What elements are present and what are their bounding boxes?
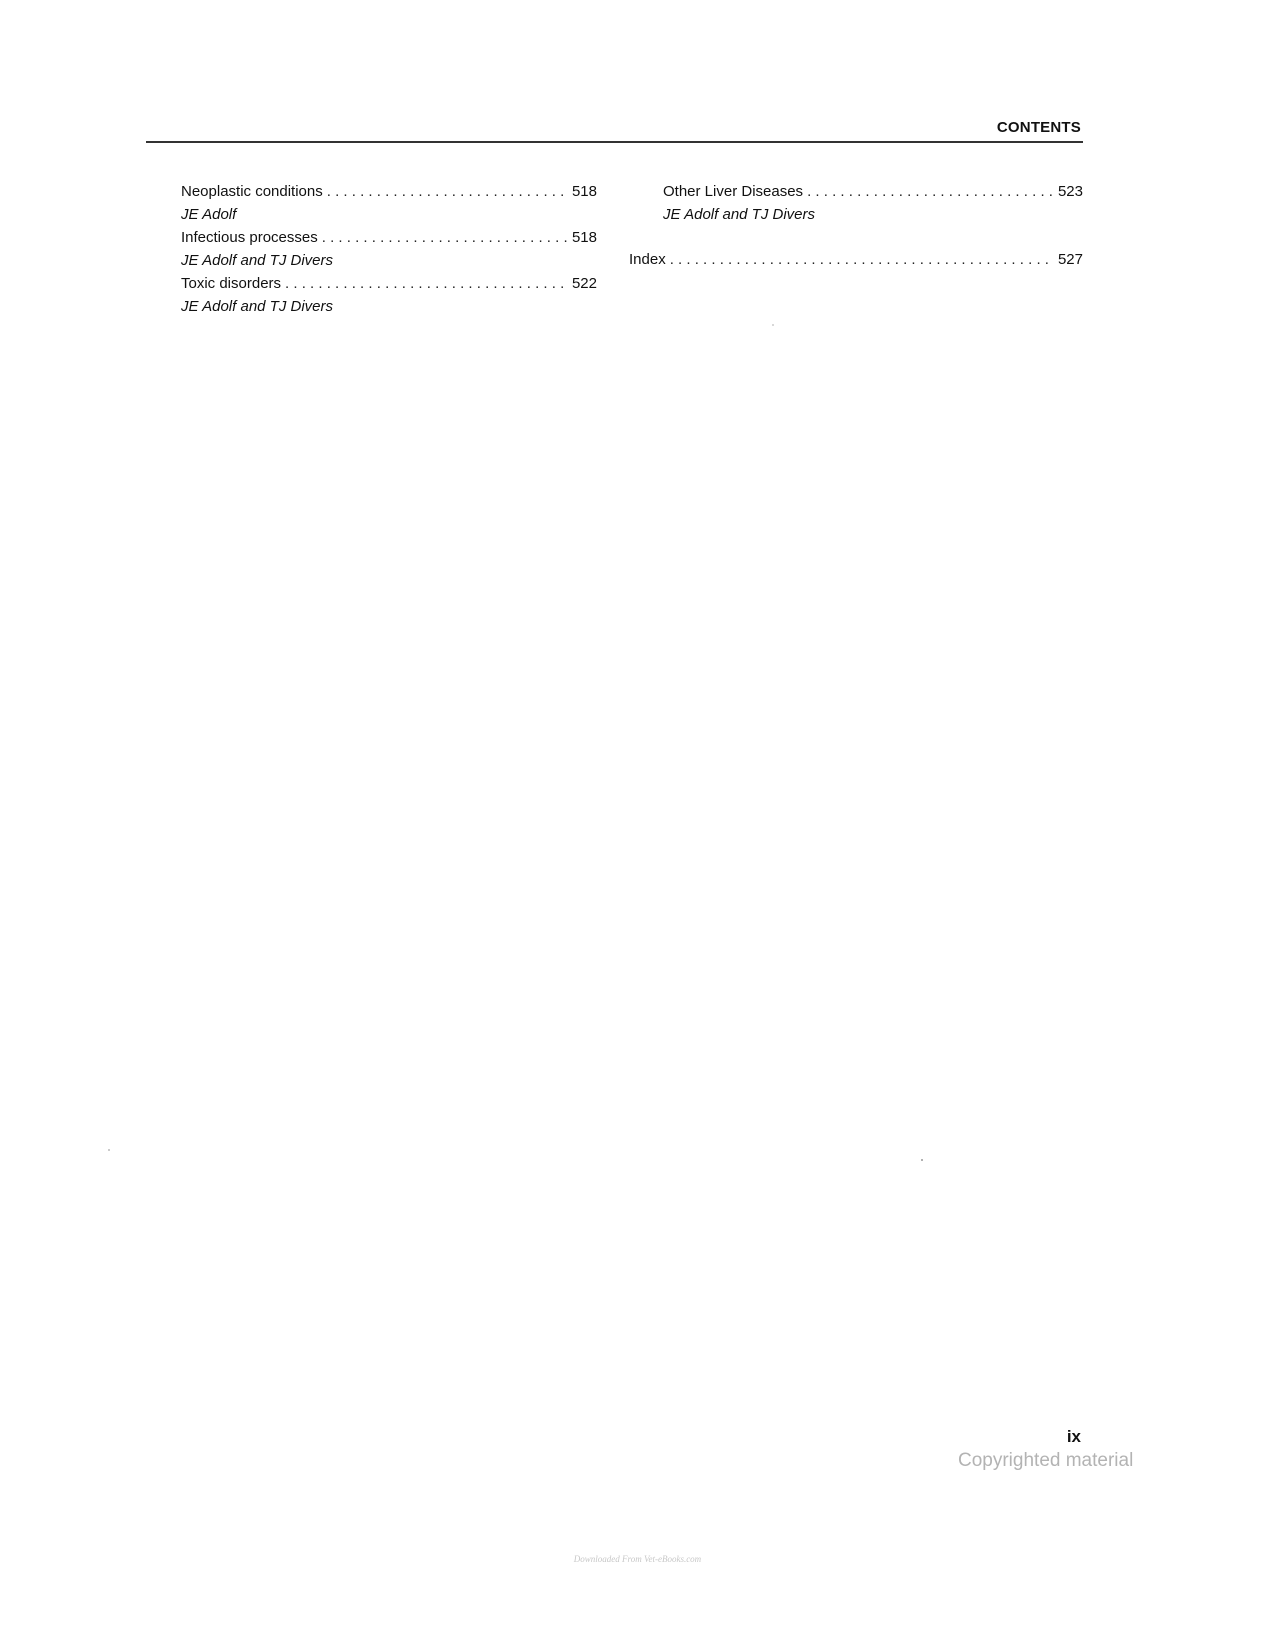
entry-author: JE Adolf and TJ Divers [663, 206, 815, 223]
running-head: CONTENTS [996, 119, 1081, 136]
dot-leader [285, 272, 568, 295]
entry-title: Neoplastic conditions [181, 183, 323, 200]
dot-leader [327, 180, 568, 203]
scan-speck [772, 324, 774, 326]
entry-title: Index [629, 251, 666, 268]
dot-leader [322, 226, 568, 249]
toc-left-column [181, 180, 597, 318]
entry-page: 523 [1057, 183, 1083, 200]
entry-author: JE Adolf [181, 206, 237, 223]
toc-entry[interactable] [181, 226, 597, 272]
toc-entry[interactable] [629, 180, 1083, 226]
entry-title: Toxic disorders [181, 275, 282, 292]
download-footer: Downloaded From Vet-eBooks.com [573, 1554, 702, 1564]
entry-title: Other Liver Diseases [663, 183, 804, 200]
toc-entry[interactable] [181, 180, 597, 226]
page-number: ix [1066, 1427, 1081, 1446]
dot-leader [807, 180, 1054, 203]
entry-title: Infectious processes [181, 229, 318, 246]
scan-speck [921, 1159, 923, 1161]
entry-page: 522 [571, 275, 597, 292]
entry-page: 518 [571, 229, 597, 246]
entry-author: JE Adolf and TJ Divers [181, 298, 333, 315]
dot-leader [670, 248, 1054, 271]
header-rule [146, 141, 1083, 143]
entry-spacer [629, 226, 1083, 248]
copyright-watermark: Copyrighted material [958, 1450, 1134, 1471]
toc-entry-index[interactable] [629, 248, 1083, 271]
entry-page: 527 [1057, 251, 1083, 268]
entry-author: JE Adolf and TJ Divers [181, 252, 333, 269]
entry-page: 518 [571, 183, 597, 200]
toc-entry[interactable] [181, 272, 597, 318]
scan-speck [108, 1149, 110, 1151]
toc-right-column [629, 180, 1083, 271]
